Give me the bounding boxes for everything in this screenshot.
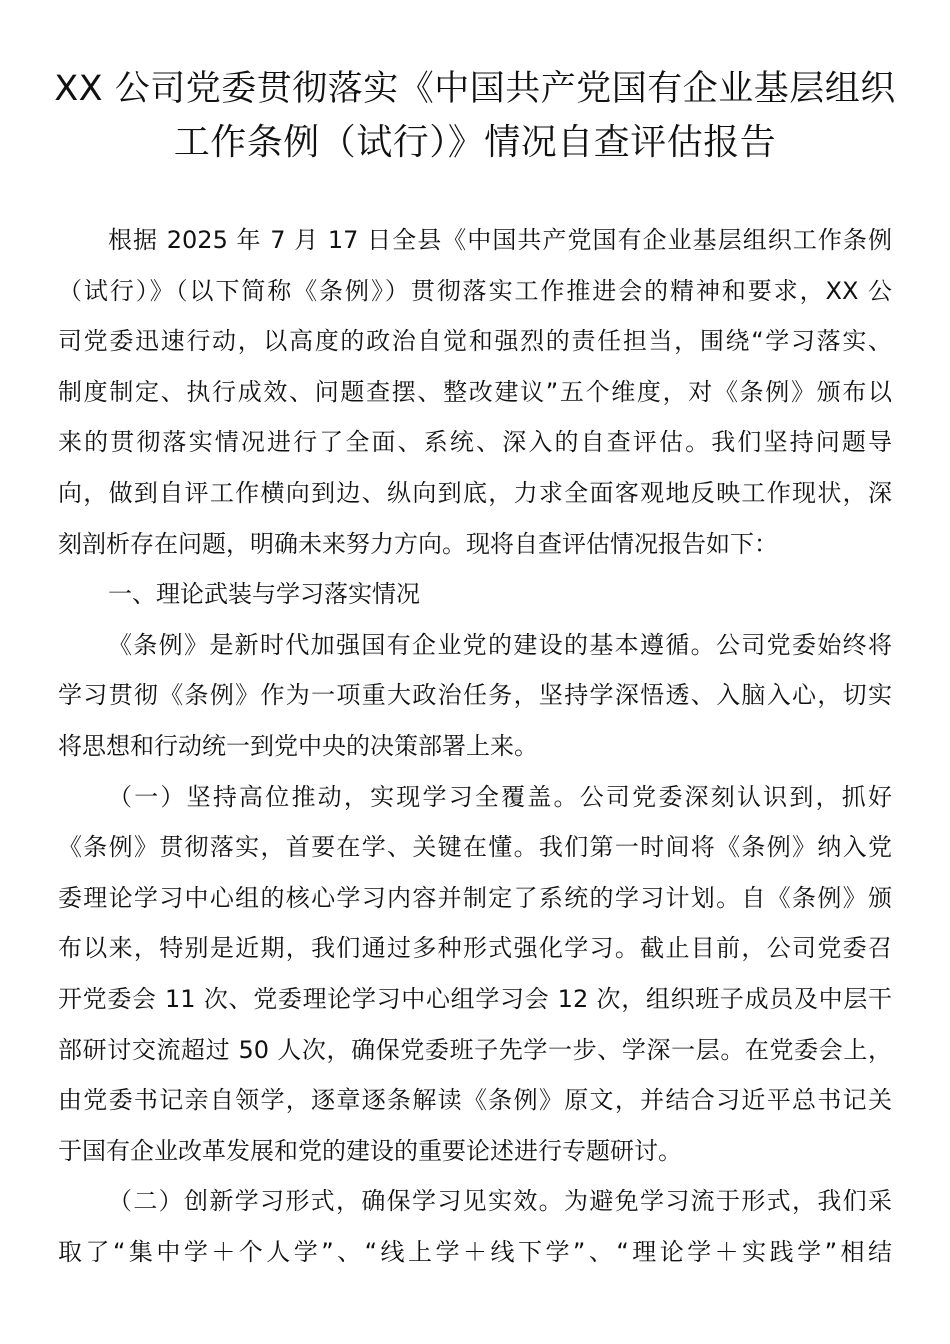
body-line: 《条例》贯彻落实，首要在学、关键在懂。我们第一时间将《条例》纳入党 (58, 833, 892, 862)
body-line: 部研讨交流超过 50 人次，确保党委班子先学一步、学深一层。在党委会上， (58, 1035, 892, 1064)
body-line: 由党委书记亲自领学，逐章逐条解读《条例》原文，并结合习近平总书记关 (58, 1086, 892, 1115)
body-line: 司党委迅速行动，以高度的政治自觉和强烈的责任担当，围绕“学习落实、 (58, 327, 892, 356)
body-line: 根据 2025 年 7 月 17 日全县《中国共产党国有企业基层组织工作条例 (108, 226, 892, 254)
document-title (50, 62, 900, 170)
section-heading: 一、理论武装与学习落实情况 (108, 580, 420, 609)
title-line: XX 公司党委贯彻落实《中国共产党国有企业基层组织 (54, 69, 896, 109)
body-line: （二）创新学习形式，确保学习见实效。为避免学习流于形式，我们采 (108, 1187, 892, 1216)
body-line: （一）坚持高位推动，实现学习全覆盖。公司党委深刻认识到，抓好 (108, 782, 892, 811)
body-line: 向，做到自评工作横向到边、纵向到底，力求全面客观地反映工作现状，深 (58, 478, 892, 507)
body-line: 取了“集中学＋个人学”、“线上学＋线下学”、“理论学＋实践学”相结 (58, 1237, 892, 1266)
body-line: 制度制定、执行成效、问题查摆、整改建议”五个维度，对《条例》颁布以 (58, 377, 892, 406)
body-line: 开党委会 11 次、党委理论学习中心组学习会 12 次，组织班子成员及中层干 (58, 984, 892, 1013)
body-line: 刻剖析存在问题，明确未来努力方向。现将自查评估情况报告如下： (58, 529, 778, 558)
body-line: 将思想和行动统一到党中央的决策部署上来。 (58, 731, 538, 760)
body-line: 《条例》是新时代加强国有企业党的建设的基本遵循。公司党委始终将 (108, 630, 892, 659)
body-line: 布以来，特别是近期，我们通过多种形式强化学习。截止目前，公司党委召 (58, 934, 892, 963)
body-line: 于国有企业改革发展和党的建设的重要论述进行专题研讨。 (58, 1136, 682, 1165)
document-body (58, 215, 892, 1277)
body-line: 学习贯彻《条例》作为一项重大政治任务，坚持学深悟透、入脑入心，切实 (58, 681, 892, 710)
title-line: 工作条例（试行）》情况自查评估报告 (173, 122, 777, 163)
body-line: 委理论学习中心组的核心学习内容并制定了系统的学习计划。自《条例》颁 (58, 883, 892, 912)
body-line: 来的贯彻落实情况进行了全面、系统、深入的自查评估。我们坚持问题导 (58, 428, 892, 457)
body-line: （试行）》（以下简称《条例》）贯彻落实工作推进会的精神和要求，XX 公 (58, 276, 892, 305)
